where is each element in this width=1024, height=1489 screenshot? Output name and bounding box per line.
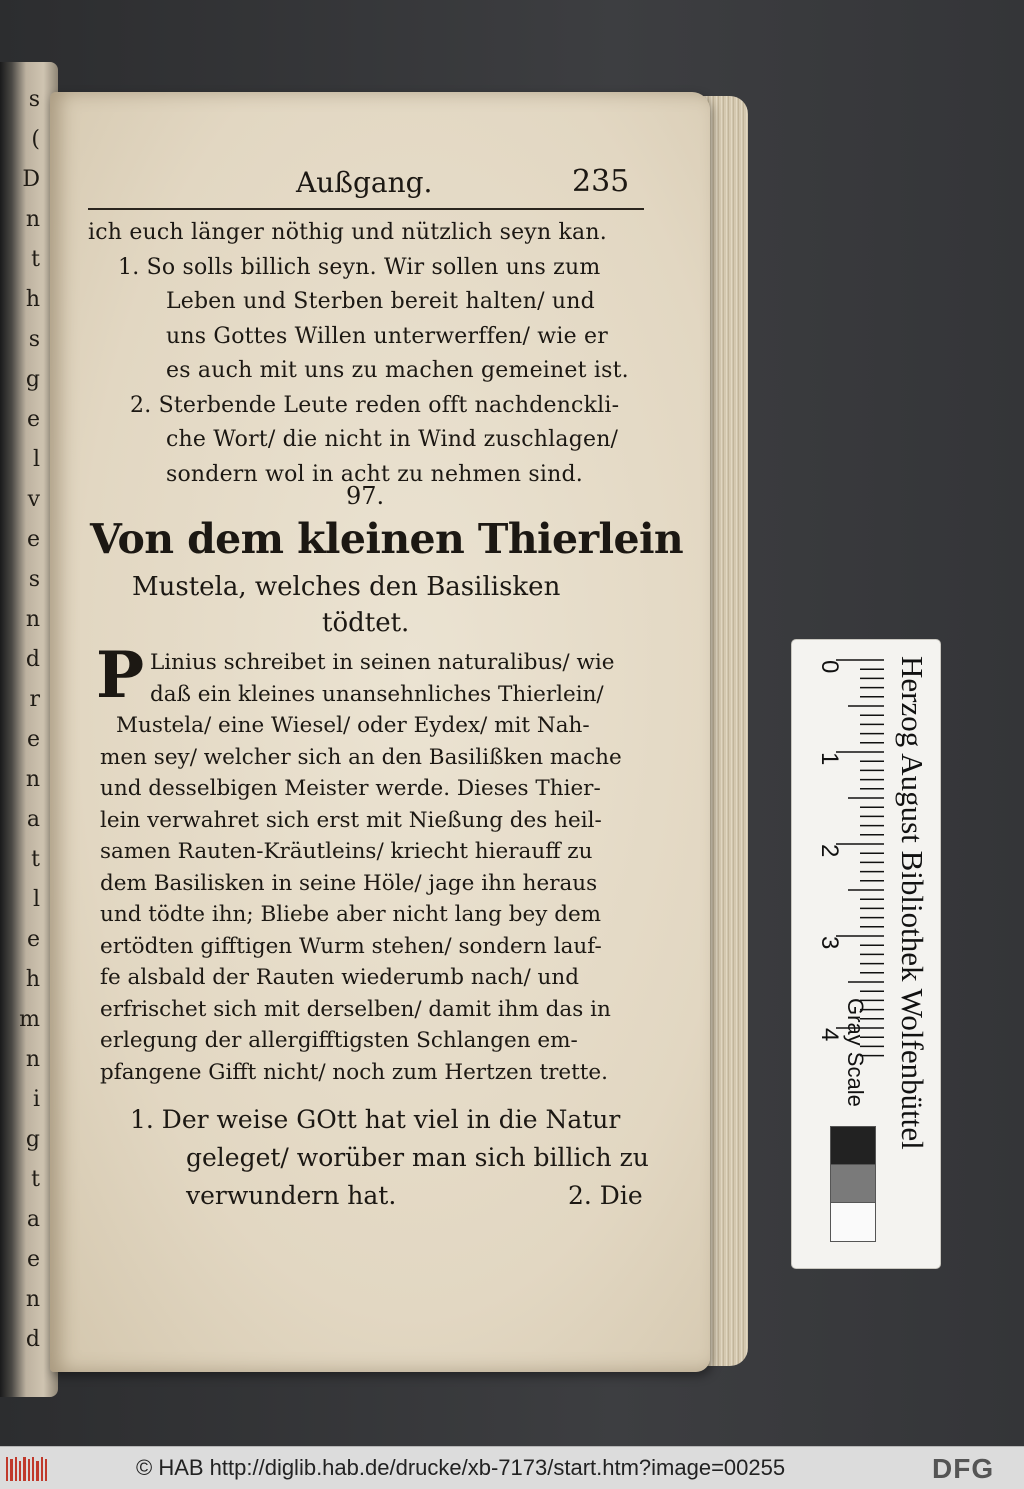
fragment-char: d (25, 1327, 40, 1352)
fragment-char: t (31, 1167, 40, 1192)
fragment-char: a (26, 807, 40, 832)
ruler-numeral: 2 (816, 844, 843, 858)
fragment-char: h (25, 967, 40, 992)
page-number: 235 (572, 164, 630, 199)
text-line: men sey/ welcher sich an den Basilißken mache (100, 744, 622, 770)
barcode-icon (4, 1455, 50, 1483)
text-line: ertödten gifftigen Wurm stehen/ sondern lauf- (100, 933, 602, 959)
text-line: erlegung der allergifftigsten Schlangen em- (100, 1028, 578, 1053)
text-line: es auch mit uns zu machen gemeinet ist. (166, 358, 629, 383)
text-line: pfangene Gifft nicht/ noch zum Hertzen trette. (100, 1059, 608, 1085)
scale-institution-title: Herzog August Bibliothek Wolfenbüttel (895, 656, 930, 1150)
header-rule (88, 208, 644, 210)
fragment-char: n (25, 1047, 40, 1072)
fragment-char: g (25, 1127, 40, 1152)
fragment-char: m (19, 1007, 40, 1032)
fragment-char: ( (31, 127, 40, 152)
fragment-char: a (26, 1207, 40, 1232)
fragment-char: t (31, 847, 40, 872)
ruler-numeral: 0 (816, 660, 843, 674)
fragment-char: e (26, 927, 40, 952)
fragment-char: n (25, 607, 40, 632)
text-line: samen Rauten-Kräutleins/ kriecht hierauff zu (100, 839, 593, 864)
fragment-char: s (28, 327, 40, 352)
swatch-black (830, 1126, 876, 1166)
text-line: sondern wol in acht zu nehmen sind. (166, 461, 583, 487)
fragment-char: i (32, 1087, 40, 1112)
ruler (792, 640, 884, 1060)
gray-scale-label: Gray Scale (843, 998, 868, 1107)
section-heading: Von dem kleinen Thierlein (90, 515, 684, 563)
text-line: und desselbigen Meister werde. Dieses Thier- (100, 776, 601, 801)
text-line: geleget/ worüber man sich billich zu (186, 1143, 649, 1172)
text-line: und tödte ihn; Bliebe aber nicht lang bey dem (100, 902, 602, 927)
swatch-white (830, 1202, 876, 1242)
fragment-char: t (31, 247, 40, 272)
fragment-char: D (22, 167, 40, 192)
fragment-char: l (32, 887, 40, 912)
text-line: uns Gottes Willen unterwerffen/ wie er (166, 323, 608, 349)
ruler-numeral: 1 (816, 752, 843, 766)
fragment-char: n (25, 207, 40, 232)
footer-bar (0, 1446, 1024, 1489)
fragment-char: v (27, 487, 40, 512)
dfg-logo: DFG (932, 1453, 995, 1484)
text-line: Mustela/ eine Wiesel/ oder Eydex/ mit Nah- (116, 713, 590, 738)
section-subheading: Mustela, welches den Basilisken (132, 572, 561, 602)
fragment-char: h (25, 287, 40, 312)
left-page-fragment (0, 80, 44, 1370)
catchword: 2. Die (568, 1181, 643, 1210)
fragment-char: n (25, 1287, 40, 1312)
text-line: Leben und Sterben bereit halten/ und (166, 289, 595, 314)
text-line: ich euch länger nöthig und nützlich seyn kan. (88, 220, 607, 245)
fragment-char: d (25, 647, 40, 672)
ruler-numeral: 3 (816, 936, 843, 950)
text-line: 1. Der weise GOtt hat viel in die Natur (130, 1105, 621, 1134)
fragment-char: e (26, 527, 40, 552)
text-line: Linius schreibet in seinen naturalibus/ wie (150, 650, 615, 675)
footer-copyright-link[interactable]: © HAB http://diglib.hab.de/drucke/xb-7173/start.htm?image=00255 (136, 1455, 786, 1480)
fragment-char: r (29, 687, 40, 712)
fragment-char: e (26, 727, 40, 752)
section-number: 97. (346, 482, 385, 510)
section-subheading-2: tödtet. (322, 608, 410, 638)
text-line: daß ein kleines unansehnliches Thierlein/ (150, 681, 604, 707)
text-line: che Wort/ die nicht in Wind zuschlagen/ (166, 427, 619, 452)
text-line: 2. Sterbende Leute reden offt nachdenckli- (130, 392, 620, 418)
ruler-numeral: 4 (816, 1028, 843, 1042)
drop-capital: P (96, 638, 145, 713)
fragment-char: e (26, 1247, 40, 1272)
text-line: 1. So solls billich seyn. Wir sollen uns zum (118, 254, 601, 280)
running-head: Außgang. (296, 166, 433, 199)
text-line: erfrischet sich mit derselben/ damit ihm das in (100, 996, 611, 1022)
fragment-char: s (28, 87, 40, 112)
text-line: verwundern hat. (186, 1181, 397, 1210)
fragment-char: n (25, 767, 40, 792)
text-line: fe alsbald der Rauten wiederumb nach/ und (100, 965, 579, 990)
fragment-char: l (32, 447, 40, 472)
fragment-char: g (25, 367, 40, 392)
swatch-gray (830, 1164, 876, 1204)
fragment-char: e (26, 407, 40, 432)
text-line: lein verwahret sich erst mit Nießung des heil- (100, 807, 602, 833)
text-line: dem Basilisken in seine Höle/ jage ihn heraus (100, 870, 598, 896)
fragment-char: s (28, 567, 40, 592)
